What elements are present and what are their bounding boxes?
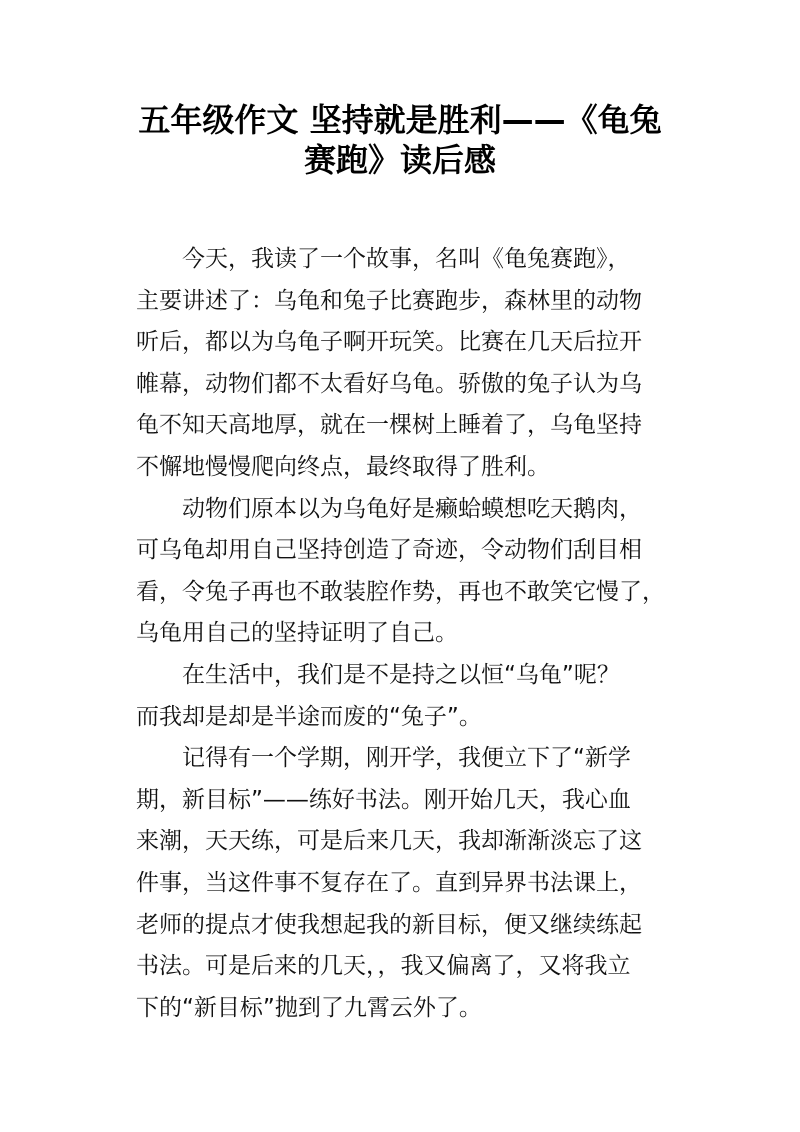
text-line: 主要讲述了：乌龟和兔子比赛跑步，森林里的动物 [136, 287, 642, 314]
text-line: 下的“新目标”抛到了九霄云外了。 [136, 994, 482, 1021]
document-title [100, 100, 700, 180]
text-line: 而我却是却是半途而废的“兔子”。 [136, 703, 482, 730]
title-line-1: 五年级作文 坚持就是胜利——《龟兔 [138, 101, 662, 139]
text-line: 动物们原本以为乌龟好是癞蛤蟆想吃天鹅肉， [182, 495, 642, 522]
text-line: 书法。可是后来的几天，，我又偏离了，又将我立 [136, 953, 631, 980]
text-line: 老师的提点才使我想起我的新目标，便又继续练起 [136, 911, 642, 938]
text-line: 不懈地慢慢爬向终点，最终取得了胜利。 [136, 453, 550, 480]
text-line: 记得有一个学期，刚开学，我便立下了“新学 [182, 745, 631, 772]
paragraph-4 [136, 738, 696, 1029]
text-line: 今天，我读了一个故事，名叫《龟兔赛跑》， [182, 246, 631, 272]
title-line-2: 赛跑》读后感 [303, 141, 496, 179]
text-line: 在生活中，我们是不是持之以恒“乌龟”呢？ [182, 661, 620, 688]
paragraph-2 [136, 489, 696, 655]
text-line: 帷幕，动物们都不太看好乌龟。骄傲的兔子认为乌 [136, 370, 642, 397]
text-line: 件事，当这件事不复存在了。直到异界书法课上， [136, 869, 642, 896]
text-line: 看，令兔子再也不敢装腔作势，再也不敢笑它慢了， [136, 578, 665, 605]
text-line: 期，新目标”——练好书法。刚开始几天，我心血 [136, 786, 631, 813]
document-body [136, 239, 696, 1029]
text-line: 可乌龟却用自己坚持创造了奇迹，令动物们刮目相 [136, 537, 642, 564]
text-line: 乌龟用自己的坚持证明了自己。 [136, 620, 458, 647]
text-line: 龟不知天高地厚，就在一棵树上睡着了，乌龟坚持 [136, 412, 642, 439]
text-line: 来潮，天天练，可是后来几天，我却渐渐淡忘了这 [136, 828, 642, 855]
paragraph-1 [136, 239, 696, 489]
paragraph-3 [136, 655, 696, 738]
text-line: 听后，都以为乌龟子啊开玩笑。比赛在几天后拉开 [136, 329, 642, 356]
